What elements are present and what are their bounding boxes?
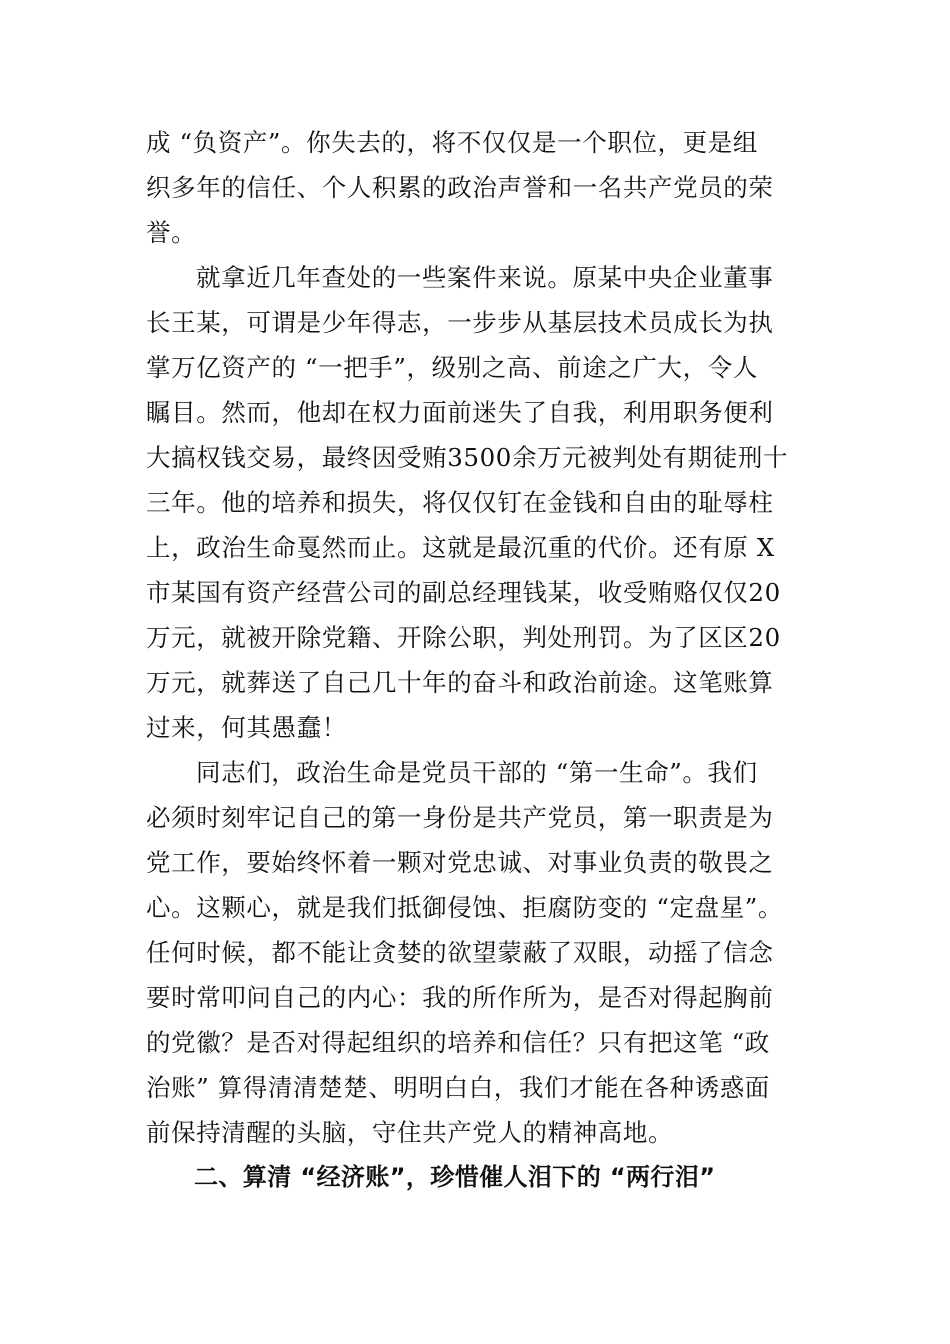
text-line: 前保持清醒的头脑，守住共产党人的精神高地。: [146, 1118, 674, 1147]
text-line: 瞩目。然而，他却在权力面前迷失了自我，利用职务便利: [146, 398, 774, 427]
text-line: 就拿近几年查处的一些案件来说。原某中央企业董事: [196, 263, 774, 292]
text-line: 上，政治生命戛然而止。这就是最沉重的代价。还有原 X: [146, 533, 775, 562]
text-line: 三年。他的培养和损失，将仅仅钉在金钱和自由的耻辱柱: [146, 488, 774, 517]
text-line: 誉。: [146, 218, 197, 247]
text-line: 心。这颗心，就是我们抵御侵蚀、拒腐防变的 “定盘星”。: [146, 893, 784, 922]
document-body: [146, 120, 806, 1200]
text-line: 任何时候，都不能让贪婪的欲望蒙蔽了双眼，动摇了信念: [146, 938, 774, 967]
text-line: 长王某，可谓是少年得志，一步步从基层技术员成长为执: [146, 308, 774, 337]
section-heading: 二、算清 “经济账”，珍惜催人泪下的 “两行泪”: [194, 1163, 716, 1191]
text-line: 党工作，要始终怀着一颗对党忠诚、对事业负责的敬畏之: [146, 848, 774, 877]
text-line: 掌万亿资产的 “一把手”，级别之高、前途之广大，令人: [146, 353, 758, 382]
paragraph-1: [146, 120, 806, 255]
text-line: 万元，就被开除党籍、开除公职，判处刑罚。为了区区20: [146, 623, 781, 652]
text-line: 大搞权钱交易，最终因受贿3500余万元被判处有期徒刑十: [146, 443, 789, 472]
text-line: 的党徽？是否对得起组织的培养和信任？只有把这笔 “政: [146, 1028, 770, 1057]
text-line: 过来，何其愚蠢！: [146, 713, 347, 742]
paragraph-2: [146, 255, 806, 750]
text-line: 治账” 算得清清楚楚、明明白白，我们才能在各种诱惑面: [146, 1073, 770, 1102]
text-line: 同志们，政治生命是党员干部的 “第一生命”。我们: [196, 758, 758, 787]
text-line: 必须时刻牢记自己的第一身份是共产党员，第一职责是为: [146, 803, 774, 832]
text-line: 成 “负资产”。你失去的，将不仅仅是一个职位，更是组: [146, 128, 758, 157]
text-line: 万元，就葬送了自己几十年的奋斗和政治前途。这笔账算: [146, 668, 774, 697]
text-line: 市某国有资产经营公司的副总经理钱某，收受贿赂仅仅20: [146, 578, 781, 607]
text-line: 织多年的信任、个人积累的政治声誉和一名共产党员的荣: [146, 173, 774, 202]
paragraph-3: [146, 750, 806, 1155]
text-line: 要时常叩问自己的内心：我的所作所为，是否对得起胸前: [146, 983, 774, 1012]
